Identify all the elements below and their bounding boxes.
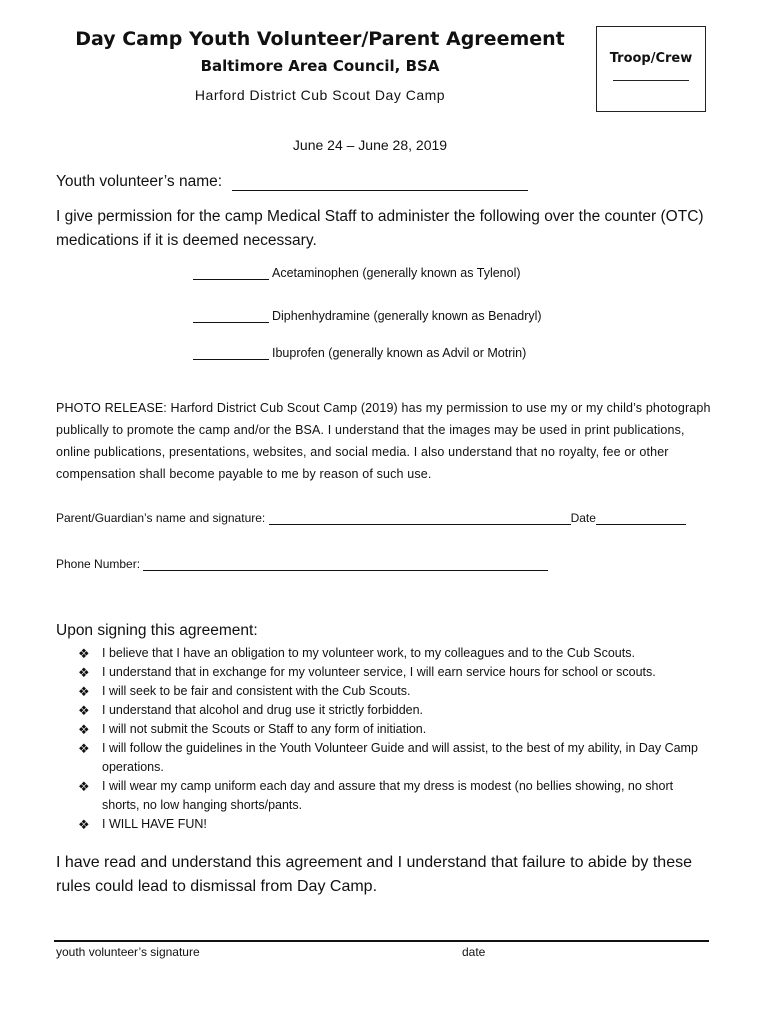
youth-name-label: Youth volunteer’s name:	[56, 173, 223, 190]
list-item: ❖ I believe that I have an obligation to my volunteer work, to my colleagues and to the Cub Scouts.	[78, 646, 635, 661]
parent-date-label: Date	[570, 511, 596, 525]
phone-field[interactable]	[143, 558, 548, 571]
medication-label: Ibuprofen (generally known as Advil or Motrin)	[272, 346, 527, 360]
parent-signature-label: Parent/Guardian’s name and signature:	[56, 511, 266, 525]
diamond-bullet-icon: ❖	[78, 684, 90, 699]
troop-crew-box	[596, 26, 706, 112]
event-name: Harford District Cub Scout Day Camp	[194, 87, 446, 103]
medication-item	[193, 266, 521, 280]
phone-row	[56, 557, 548, 571]
photo-release-text: PHOTO RELEASE: Harford District Cub Scout Camp (2019) has my permission to use my or my child’s photograph publically to promote the camp and/or the BSA. I understand that the images may be used in print publications, online publications, presentations, websites, and social media. I also understand that no royalty, fee or other compensation shall become payable to me by reason of such use.	[56, 401, 711, 481]
diamond-bullet-icon: ❖	[78, 665, 90, 680]
medication-initial-field[interactable]	[193, 266, 269, 280]
youth-name-row	[56, 173, 528, 191]
final-statement: I have read and understand this agreement and I understand that failure to abide by these rules could lead to dismissal from Day Camp.	[56, 854, 692, 895]
list-item: ❖ I understand that alcohol and drug use it strictly forbidden.	[78, 703, 424, 718]
council-name: Baltimore Area Council, BSA	[200, 57, 440, 75]
document-title: Day Camp Youth Volunteer/Parent Agreement	[75, 28, 565, 50]
diamond-bullet-icon: ❖	[78, 722, 90, 737]
diamond-bullet-icon: ❖	[78, 779, 90, 794]
medication-label: Acetaminophen (generally known as Tylenol)	[272, 266, 521, 280]
list-item: ❖ I will wear my camp uniform each day and assure that my dress is modest (no bellies showing, no short shorts, no low hanging shorts/pants.	[78, 779, 674, 812]
medication-initial-field[interactable]	[193, 346, 269, 360]
list-item: ❖ I WILL HAVE FUN!	[78, 817, 207, 832]
parent-signature-row	[56, 511, 716, 525]
diamond-bullet-icon: ❖	[78, 741, 90, 756]
diamond-bullet-icon: ❖	[78, 646, 90, 661]
medication-item	[193, 346, 526, 360]
medication-item	[193, 309, 542, 323]
youth-signature-field[interactable]	[54, 940, 709, 942]
medication-label: Diphenhydramine (generally known as Benadryl)	[272, 309, 542, 323]
camp-dates: June 24 – June 28, 2019	[292, 137, 448, 153]
list-item: ❖ I will seek to be fair and consistent with the Cub Scouts.	[78, 684, 411, 699]
troop-crew-label: Troop/Crew	[609, 51, 693, 66]
diamond-bullet-icon: ❖	[78, 703, 90, 718]
parent-date-field[interactable]	[596, 512, 686, 525]
youth-signature-label: youth volunteer’s signature	[56, 945, 200, 959]
youth-name-field[interactable]	[232, 174, 528, 191]
agreement-list	[78, 644, 708, 834]
diamond-bullet-icon: ❖	[78, 817, 90, 832]
troop-crew-field[interactable]	[613, 80, 689, 81]
phone-label: Phone Number:	[56, 557, 141, 571]
agreement-heading: Upon signing this agreement:	[56, 622, 258, 639]
list-item: ❖ I will not submit the Scouts or Staff to any form of initiation.	[78, 722, 427, 737]
medication-initial-field[interactable]	[193, 309, 269, 323]
parent-signature-field[interactable]	[269, 512, 571, 525]
list-item: ❖ I understand that in exchange for my volunteer service, I will earn service hours for school or scouts.	[78, 665, 656, 680]
youth-signature-date-label: date	[462, 945, 486, 959]
medication-permission-text: I give permission for the camp Medical Staff to administer the following over the counter (OTC) medications if it is deemed necessary.	[56, 208, 704, 249]
list-item: ❖ I will follow the guidelines in the Youth Volunteer Guide and will assist, to the best of my ability, in Day Camp operations.	[78, 741, 698, 774]
